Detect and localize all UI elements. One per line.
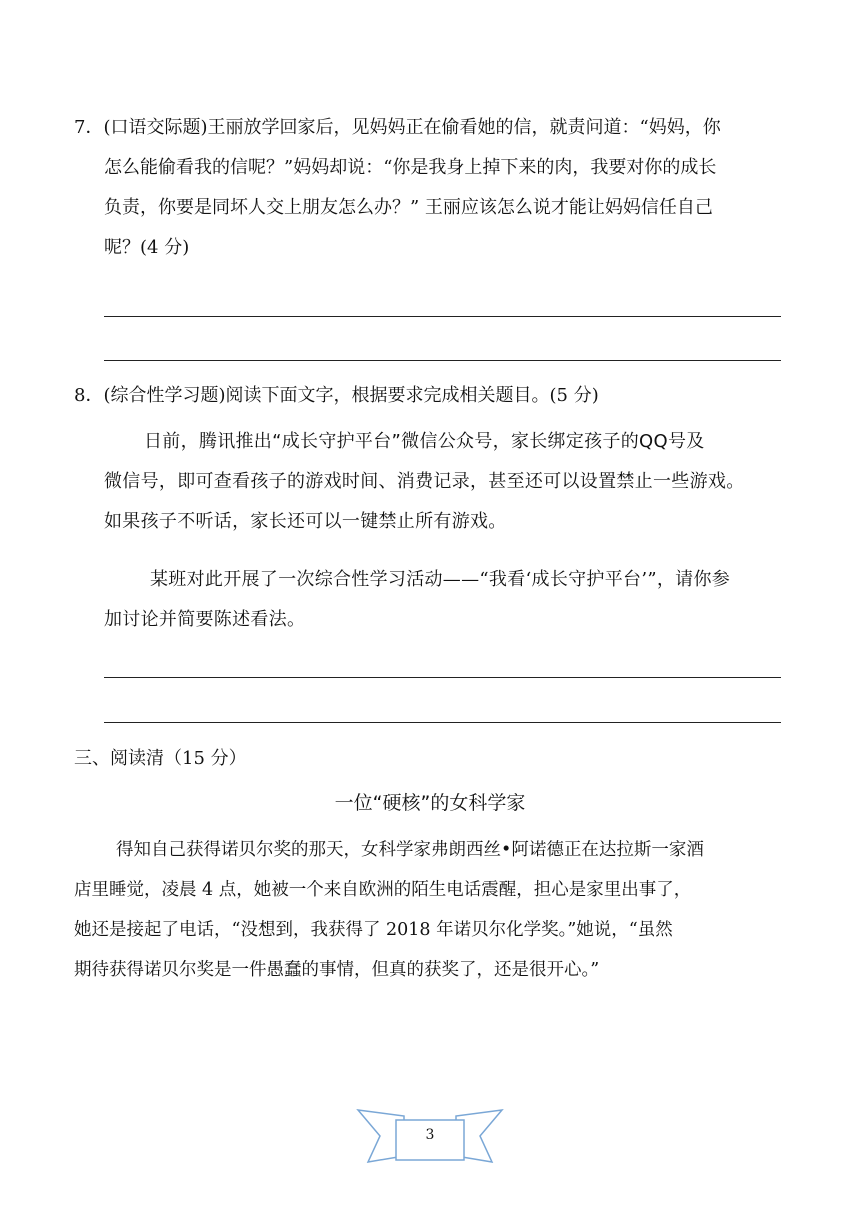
passage-line: 得知自己获得诺贝尔奖的那天，女科学家弗朗西丝•阿诺德正在达拉斯一家酒	[116, 840, 704, 860]
question-7-line: 怎么能偷看我的信呢？”妈妈却说：“你是我身上掉下来的肉，我要对你的成长	[104, 157, 717, 178]
question-7	[74, 108, 784, 268]
passage-body	[74, 830, 784, 990]
answer-line[interactable]	[104, 677, 781, 678]
passage-line: 店里睡觉，凌晨 4 点，她被一个来自欧洲的陌生电话震醒，担心是家里出事了，	[74, 880, 692, 900]
passage-line: 期待获得诺贝尔奖是一件愚蠢的事情，但真的获奖了，还是很开心。”	[74, 960, 600, 980]
prompt-line: 某班对此开展了一次综合性学习活动——“我看‘成长守护平台’”，请你参	[150, 569, 731, 590]
question-8-prompt	[104, 560, 784, 640]
question-8-material	[104, 422, 784, 542]
material-line: 如果孩子不听话，家长还可以一键禁止所有游戏。	[104, 511, 507, 532]
question-7-line: 负责，你要是同坏人交上朋友怎么办？” 王丽应该怎么说才能让妈妈信任自己	[104, 197, 713, 218]
question-7-line: 呢？(4 分)	[104, 237, 190, 258]
answer-line[interactable]	[104, 360, 781, 361]
question-7-line: 7．(口语交际题)王丽放学回家后，见妈妈正在偷看她的信，就责问道：“妈妈，你	[74, 117, 721, 138]
answer-line[interactable]	[104, 316, 781, 317]
answer-line[interactable]	[104, 722, 781, 723]
question-8-heading: 8．(综合性学习题)阅读下面文字，根据要求完成相关题目。(5 分)	[74, 385, 599, 406]
prompt-line: 加讨论并简要陈述看法。	[104, 609, 306, 630]
section-3-heading: 三、阅读清（15 分）	[74, 748, 247, 769]
material-line: 微信号，即可查看孩子的游戏时间、消费记录，甚至还可以设置禁止一些游戏。	[104, 471, 745, 492]
passage-title: 一位“硬核”的女科学家	[334, 792, 526, 814]
page-number: 3	[425, 1127, 435, 1143]
passage-line: 她还是接起了电话，“没想到，我获得了 2018 年诺贝尔化学奖。”她说，“虽然	[74, 920, 673, 940]
material-line: 日前，腾讯推出“成长守护平台”微信公众号，家长绑定孩子的QQ号及	[144, 431, 705, 452]
